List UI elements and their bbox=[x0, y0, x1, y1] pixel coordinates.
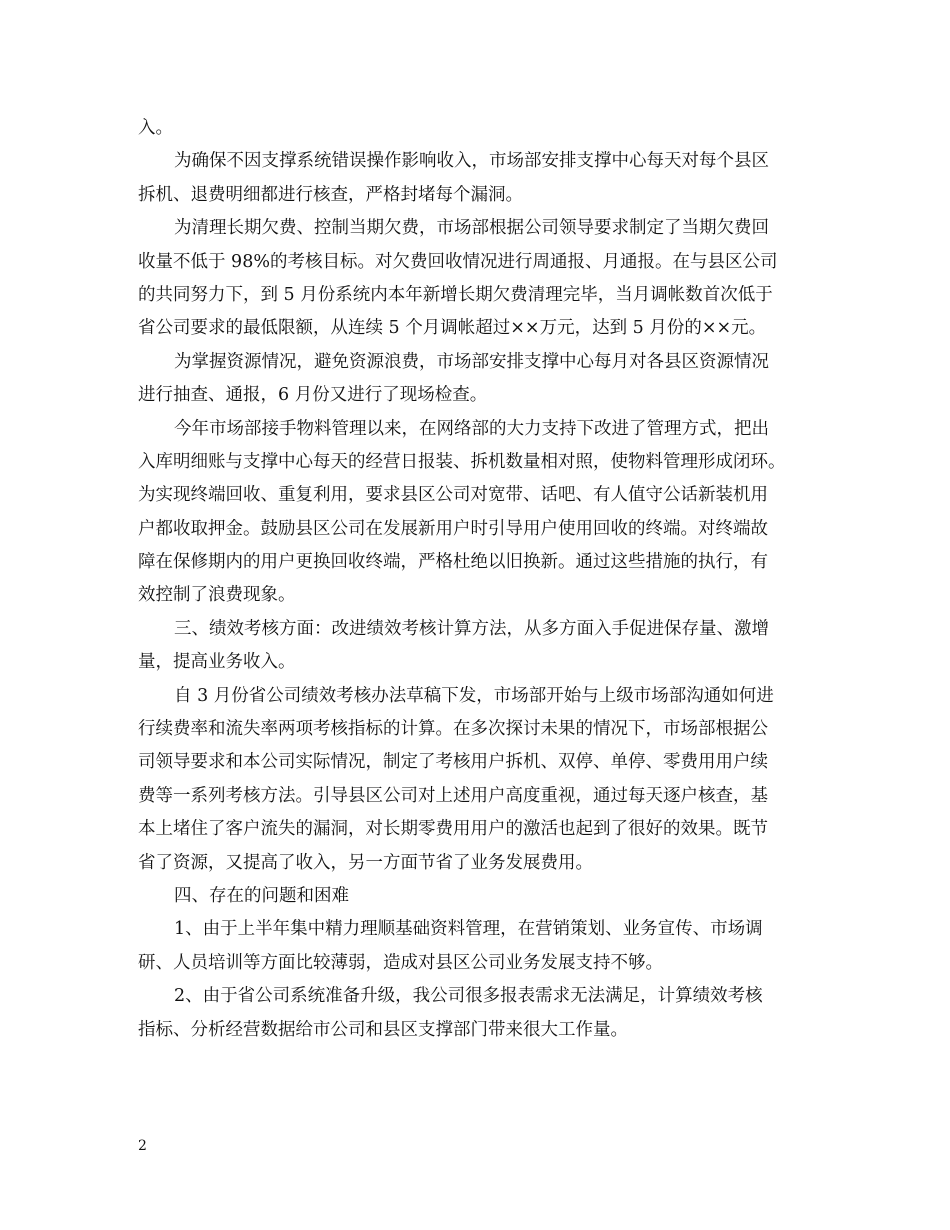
text-line: 为确保不因支撑系统错误操作影响收入，市场部安排支撑中心每天对每个县区 bbox=[174, 151, 769, 172]
text-line: 进行抽查、通报，6 月份又进行了现场检查。 bbox=[138, 385, 488, 406]
text-line: 省了资源，又提高了收入，另一方面节省了业务发展费用。 bbox=[138, 852, 593, 873]
text-line: 行续费率和流失率两项考核指标的计算。在多次探讨未果的情况下，市场部根据公 bbox=[138, 719, 768, 740]
text-line: 研、人员培训等方面比较薄弱，造成对县区公司业务发展支持不够。 bbox=[138, 952, 663, 973]
text-line: 自 3 月份省公司绩效考核办法草稿下发，市场部开始与上级市场部沟通如何进 bbox=[174, 685, 774, 706]
text-line: 量，提高业务收入。 bbox=[138, 652, 296, 673]
text-line: 司领导要求和本公司实际情况，制定了考核用户拆机、双停、单停、零费用用户续 bbox=[138, 752, 768, 773]
text-line: 入。 bbox=[138, 118, 173, 138]
text-line: 费等一系列考核方法。引导县区公司对上述用户高度重视，通过每天逐户核查，基 bbox=[138, 785, 768, 806]
text-line: 为实现终端回收、重复利用，要求县区公司对宽带、话吧、有人值守公话新装机用 bbox=[138, 485, 768, 506]
text-line: 为掌握资源情况，避免资源浪费，市场部安排支撑中心每月对各县区资源情况 bbox=[174, 351, 769, 372]
text-line: 1、由于上半年集中精力理顺基础资料管理，在营销策划、业务宣传、市场调 bbox=[174, 919, 763, 940]
text-line: 省公司要求的最低限额，从连续 5 个月调帐超过××万元，达到 5 月份的××元。 bbox=[138, 318, 767, 339]
text-line: 的共同努力下，到 5 月份系统内本年新增长期欠费清理完毕，当月调帐数首次低于 bbox=[138, 284, 773, 305]
text-line: 指标、分析经营数据给市公司和县区支撑部门带来很大工作量。 bbox=[138, 1019, 628, 1040]
text-line: 本上堵住了客户流失的漏洞，对长期零费用用户的激活也起到了很好的效果。既节 bbox=[138, 819, 768, 840]
text-line: 障在保修期内的用户更换回收终端，严格杜绝以旧换新。通过这些措施的执行，有 bbox=[138, 552, 768, 573]
text-line: 为清理长期欠费、控制当期欠费，市场部根据公司领导要求制定了当期欠费回 bbox=[174, 218, 769, 239]
text-line: 收量不低于 98%的考核目标。对欠费回收情况进行周通报、月通报。在与县区公司 bbox=[138, 251, 778, 272]
document-body bbox=[138, 112, 818, 1047]
text-line: 效控制了浪费现象。 bbox=[138, 585, 296, 606]
text-line: 四、存在的问题和困难 bbox=[174, 885, 349, 906]
text-line: 三、绩效考核方面：改进绩效考核计算方法，从多方面入手促进保存量、激增 bbox=[174, 618, 769, 639]
text-line: 入库明细账与支撑中心每天的经营日报装、拆机数量相对照，使物料管理形成闭环。 bbox=[138, 451, 786, 472]
text-line: 户都收取押金。鼓励县区公司在发展新用户时引导用户使用回收的终端。对终端故 bbox=[138, 518, 768, 539]
text-line: 拆机、退费明细都进行核查，严格封堵每个漏洞。 bbox=[138, 184, 523, 205]
text-line: 今年市场部接手物料管理以来，在网络部的大力支持下改进了管理方式，把出 bbox=[174, 418, 769, 439]
text-line: 2、由于省公司系统准备升级，我公司很多报表需求无法满足，计算绩效考核 bbox=[174, 986, 763, 1007]
page-number: 2 bbox=[138, 1138, 147, 1154]
